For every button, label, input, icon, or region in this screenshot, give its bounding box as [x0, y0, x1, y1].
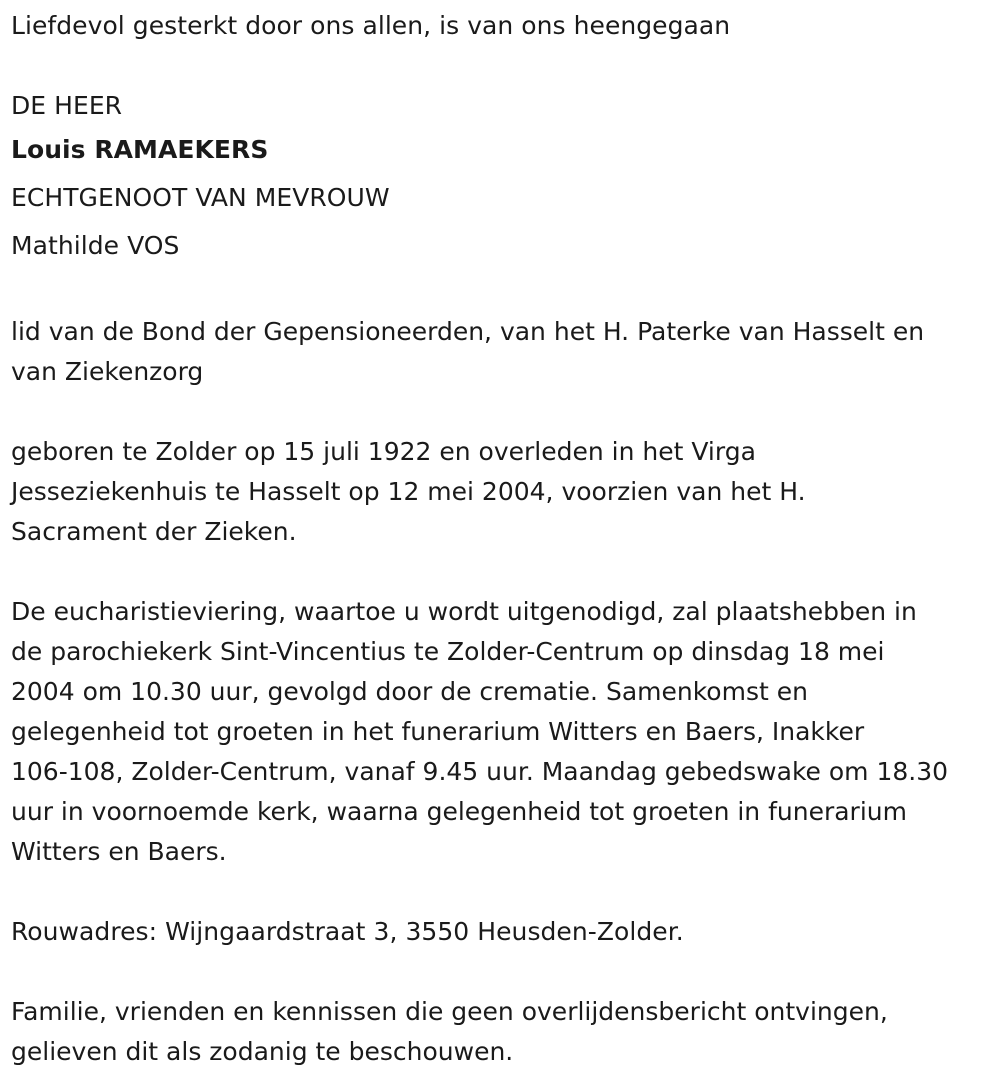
ceremony-line: uur in voornoemde kerk, waarna gelegenheid tot groeten in funerarium: [11, 797, 907, 826]
spacer: [11, 552, 990, 592]
ceremony-line: De eucharistieviering, waartoe u wordt uitgenodigd, zal plaatshebben in: [11, 597, 917, 626]
intro-text: Liefdevol gesterkt door ons allen, is van ons heengegaan: [11, 11, 731, 40]
birth-death-line: geboren te Zolder op 15 juli 1922 en overleden in het Virga: [11, 437, 756, 466]
membership-paragraph: [11, 312, 990, 392]
ceremony-line: Witters en Baers.: [11, 837, 227, 866]
birth-death-line: Jesseziekenhuis te Hasselt op 12 mei 2004, voorzien van het H.: [11, 477, 806, 506]
spacer: [11, 952, 990, 992]
spouse-name: Mathilde VOS: [11, 231, 180, 260]
ceremony-line: 106-108, Zolder-Centrum, vanaf 9.45 uur. Maandag gebedswake om 18.30: [11, 757, 949, 786]
membership-line: lid van de Bond der Gepensioneerden, van het H. Paterke van Hasselt en: [11, 317, 925, 346]
spacer: [11, 392, 990, 432]
birth-death-line: Sacrament der Zieken.: [11, 517, 297, 546]
ceremony-line: gelegenheid tot groeten in het funerarium Witters en Baers, Inakker: [11, 717, 865, 746]
ceremony-paragraph: [11, 592, 990, 872]
spacer: [11, 46, 990, 86]
closing-line: Familie, vrienden en kennissen die geen overlijdensbericht ontvingen,: [11, 997, 888, 1026]
mourning-address: Rouwadres: Wijngaardstraat 3, 3550 Heusden-Zolder.: [11, 917, 684, 946]
closing-line: gelieven dit als zodanig te beschouwen.: [11, 1037, 514, 1066]
spacer: [11, 872, 990, 912]
deceased-name: Louis RAMAEKERS: [11, 135, 269, 164]
ceremony-line: de parochiekerk Sint-Vincentius te Zolder-Centrum op dinsdag 18 mei: [11, 637, 885, 666]
spacer: [11, 270, 990, 312]
membership-line: van Ziekenzorg: [11, 357, 204, 386]
title-text: DE HEER: [11, 91, 123, 120]
ceremony-line: 2004 om 10.30 uur, gevolgd door de crematie. Samenkomst en: [11, 677, 808, 706]
spouse-label: ECHTGENOOT VAN MEVROUW: [11, 183, 390, 212]
birth-death-paragraph: [11, 432, 990, 552]
closing-paragraph: [11, 992, 990, 1072]
